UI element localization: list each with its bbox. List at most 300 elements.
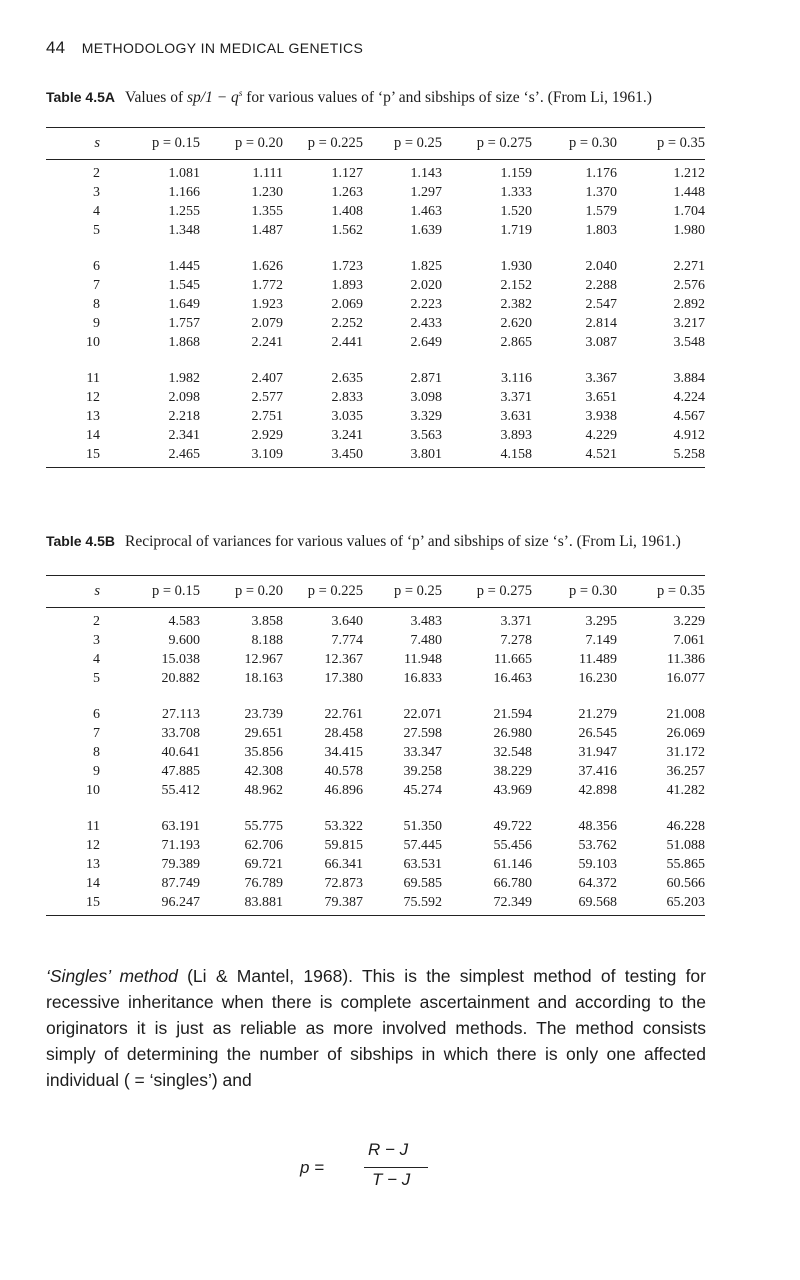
value-cell: 2.547 xyxy=(585,297,617,312)
value-cell: 57.445 xyxy=(403,838,442,853)
value-cell: 75.592 xyxy=(403,895,442,910)
value-cell: 12.967 xyxy=(244,652,283,667)
value-cell: 26.069 xyxy=(666,726,705,741)
column-header-label: p = 0.20 xyxy=(234,583,283,599)
value-cell: 33.708 xyxy=(161,726,200,741)
value-cell: 2.865 xyxy=(500,335,532,350)
column-header xyxy=(363,576,442,606)
value-cell: 31.172 xyxy=(666,745,705,760)
value-cell: 64.372 xyxy=(578,876,617,891)
column-header xyxy=(200,128,283,158)
column-header xyxy=(100,576,200,606)
value-cell: 59.815 xyxy=(324,838,363,853)
column-header-s: s xyxy=(94,583,100,599)
value-cell: 4.567 xyxy=(673,409,705,424)
value-cell: 1.562 xyxy=(331,223,363,238)
sibship-size-cell: 14 xyxy=(86,428,100,443)
table-row xyxy=(46,781,705,800)
value-cell: 1.825 xyxy=(410,259,442,274)
value-cell: 1.463 xyxy=(410,204,442,219)
column-header-label: p = 0.25 xyxy=(393,135,442,151)
value-cell: 3.109 xyxy=(251,447,283,462)
value-cell: 48.356 xyxy=(578,819,617,834)
value-cell: 1.980 xyxy=(673,223,705,238)
value-cell: 79.389 xyxy=(161,857,200,872)
value-cell: 45.274 xyxy=(403,783,442,798)
value-cell: 3.098 xyxy=(410,390,442,405)
value-cell: 3.450 xyxy=(331,447,363,462)
value-cell: 1.448 xyxy=(673,185,705,200)
value-cell: 1.127 xyxy=(331,166,363,181)
value-cell: 3.893 xyxy=(500,428,532,443)
value-cell: 61.146 xyxy=(493,857,532,872)
table-row xyxy=(46,724,705,743)
sibship-size-cell: 3 xyxy=(93,633,100,648)
column-header-label: p = 0.15 xyxy=(151,135,200,151)
value-cell: 72.873 xyxy=(324,876,363,891)
value-cell: 22.071 xyxy=(403,707,442,722)
value-cell: 1.255 xyxy=(168,204,200,219)
value-cell: 53.322 xyxy=(324,819,363,834)
value-cell: 2.577 xyxy=(251,390,283,405)
value-cell: 7.774 xyxy=(331,633,363,648)
spacer-row xyxy=(46,688,705,705)
value-cell: 1.111 xyxy=(252,166,283,181)
value-cell: 8.188 xyxy=(251,633,283,648)
sibship-size-cell: 2 xyxy=(93,166,100,181)
value-cell: 1.723 xyxy=(331,259,363,274)
value-cell: 31.947 xyxy=(578,745,617,760)
column-header xyxy=(46,576,100,606)
value-cell: 3.295 xyxy=(585,614,617,629)
value-cell: 83.881 xyxy=(244,895,283,910)
table-row xyxy=(46,202,705,221)
value-cell: 40.578 xyxy=(324,764,363,779)
value-cell: 41.282 xyxy=(666,783,705,798)
sibship-size-cell: 11 xyxy=(86,819,100,834)
sibship-size-cell: 14 xyxy=(86,876,100,891)
table-row xyxy=(46,445,705,464)
value-cell: 47.885 xyxy=(161,764,200,779)
table-row xyxy=(46,874,705,893)
value-cell: 63.531 xyxy=(403,857,442,872)
value-cell: 2.223 xyxy=(410,297,442,312)
value-cell: 1.370 xyxy=(585,185,617,200)
value-cell: 53.762 xyxy=(578,838,617,853)
table-row xyxy=(46,650,705,669)
table-row xyxy=(46,705,705,724)
value-cell: 1.545 xyxy=(168,278,200,293)
value-cell: 27.598 xyxy=(403,726,442,741)
body-paragraph xyxy=(46,963,706,1093)
value-cell: 3.483 xyxy=(410,614,442,629)
value-cell: 2.433 xyxy=(410,316,442,331)
value-cell: 1.772 xyxy=(251,278,283,293)
value-cell: 3.858 xyxy=(251,614,283,629)
column-header xyxy=(46,128,100,158)
value-cell: 1.408 xyxy=(331,204,363,219)
value-cell: 2.751 xyxy=(251,409,283,424)
column-header-label: p = 0.225 xyxy=(307,135,363,151)
value-cell: 4.229 xyxy=(585,428,617,443)
value-cell: 7.480 xyxy=(410,633,442,648)
value-cell: 55.412 xyxy=(161,783,200,798)
sibship-size-cell: 13 xyxy=(86,409,100,424)
table-row xyxy=(46,631,705,650)
value-cell: 2.833 xyxy=(331,390,363,405)
value-cell: 1.923 xyxy=(251,297,283,312)
value-cell: 1.355 xyxy=(251,204,283,219)
column-header xyxy=(532,128,617,158)
value-cell: 36.257 xyxy=(666,764,705,779)
value-cell: 3.371 xyxy=(500,614,532,629)
header-row xyxy=(46,128,705,158)
value-cell: 2.098 xyxy=(168,390,200,405)
column-header xyxy=(100,128,200,158)
column-header-label: p = 0.35 xyxy=(656,583,705,599)
value-cell: 32.548 xyxy=(493,745,532,760)
value-cell: 9.600 xyxy=(168,633,200,648)
value-cell: 38.229 xyxy=(493,764,532,779)
page-number: 44 xyxy=(46,38,66,57)
formula-numerator: R − J xyxy=(368,1140,409,1159)
value-cell: 2.020 xyxy=(410,278,442,293)
method-title: ‘Singles’ method xyxy=(46,966,178,986)
value-cell: 33.347 xyxy=(403,745,442,760)
column-header xyxy=(532,576,617,606)
table-row xyxy=(46,295,705,314)
table-row xyxy=(46,183,705,202)
table-row xyxy=(46,314,705,333)
value-cell: 59.103 xyxy=(578,857,617,872)
value-cell: 29.651 xyxy=(244,726,283,741)
table-row xyxy=(46,669,705,688)
value-cell: 2.341 xyxy=(168,428,200,443)
sibship-size-cell: 10 xyxy=(86,783,100,798)
column-header-label: p = 0.30 xyxy=(568,583,617,599)
sibship-size-cell: 3 xyxy=(93,185,100,200)
table-row xyxy=(46,257,705,276)
value-cell: 1.263 xyxy=(331,185,363,200)
column-header-label: p = 0.35 xyxy=(656,135,705,151)
column-header xyxy=(617,576,705,606)
table-row xyxy=(46,369,705,388)
value-cell: 1.982 xyxy=(168,371,200,386)
column-header-label: p = 0.275 xyxy=(476,135,532,151)
value-cell: 1.143 xyxy=(410,166,442,181)
value-cell: 63.191 xyxy=(161,819,200,834)
value-cell: 96.247 xyxy=(161,895,200,910)
column-header xyxy=(363,128,442,158)
table-row xyxy=(46,333,705,352)
table-row xyxy=(46,893,705,912)
value-cell: 76.789 xyxy=(244,876,283,891)
value-cell: 2.218 xyxy=(168,409,200,424)
value-cell: 16.077 xyxy=(666,671,705,686)
value-cell: 3.884 xyxy=(673,371,705,386)
sibship-size-cell: 6 xyxy=(93,707,100,722)
sibship-size-cell: 12 xyxy=(86,390,100,405)
value-cell: 39.258 xyxy=(403,764,442,779)
column-header-label: p = 0.30 xyxy=(568,135,617,151)
value-cell: 69.585 xyxy=(403,876,442,891)
value-cell: 1.868 xyxy=(168,335,200,350)
sibship-size-cell: 9 xyxy=(93,316,100,331)
value-cell: 26.545 xyxy=(578,726,617,741)
table-row xyxy=(46,388,705,407)
value-cell: 65.203 xyxy=(666,895,705,910)
column-header xyxy=(283,128,363,158)
sibship-size-cell: 8 xyxy=(93,745,100,760)
value-cell: 2.252 xyxy=(331,316,363,331)
column-header-label: p = 0.25 xyxy=(393,583,442,599)
table-row xyxy=(46,426,705,445)
table-row xyxy=(46,762,705,781)
sibship-size-cell: 6 xyxy=(93,259,100,274)
value-cell: 1.930 xyxy=(500,259,532,274)
value-cell: 3.651 xyxy=(585,390,617,405)
value-cell: 1.803 xyxy=(585,223,617,238)
column-header xyxy=(617,128,705,158)
value-cell: 34.415 xyxy=(324,745,363,760)
value-cell: 55.865 xyxy=(666,857,705,872)
value-cell: 35.856 xyxy=(244,745,283,760)
value-cell: 27.113 xyxy=(162,707,200,722)
value-cell: 7.149 xyxy=(585,633,617,648)
table-b xyxy=(46,576,705,916)
value-cell: 71.193 xyxy=(161,838,200,853)
value-cell: 1.579 xyxy=(585,204,617,219)
value-cell: 1.159 xyxy=(500,166,532,181)
value-cell: 11.948 xyxy=(404,652,442,667)
value-cell: 1.719 xyxy=(500,223,532,238)
value-cell: 16.833 xyxy=(403,671,442,686)
value-cell: 49.722 xyxy=(493,819,532,834)
column-header-s: s xyxy=(94,135,100,151)
running-title: METHODOLOGY IN MEDICAL GENETICS xyxy=(81,40,364,56)
value-cell: 3.548 xyxy=(673,335,705,350)
table-a-label: Table 4.5A xyxy=(46,89,115,106)
value-cell: 55.775 xyxy=(244,819,283,834)
value-cell: 1.757 xyxy=(168,316,200,331)
value-cell: 5.258 xyxy=(673,447,705,462)
sibship-size-cell: 9 xyxy=(93,764,100,779)
sibship-size-cell: 5 xyxy=(93,223,100,238)
sibship-size-cell: 4 xyxy=(93,204,100,219)
column-header xyxy=(283,576,363,606)
sibship-size-cell: 15 xyxy=(86,895,100,910)
column-header-label: p = 0.15 xyxy=(151,583,200,599)
value-cell: 3.329 xyxy=(410,409,442,424)
value-cell: 87.749 xyxy=(161,876,200,891)
sibship-size-cell: 12 xyxy=(86,838,100,853)
table-row xyxy=(46,836,705,855)
value-cell: 40.641 xyxy=(161,745,200,760)
spacer-row xyxy=(46,800,705,817)
value-cell: 46.228 xyxy=(666,819,705,834)
value-cell: 3.371 xyxy=(500,390,532,405)
value-cell: 3.229 xyxy=(673,614,705,629)
value-cell: 2.069 xyxy=(331,297,363,312)
value-cell: 11.489 xyxy=(579,652,617,667)
table-row xyxy=(46,855,705,874)
column-header-label: p = 0.225 xyxy=(307,583,363,599)
sibship-size-cell: 15 xyxy=(86,447,100,462)
value-cell: 2.040 xyxy=(585,259,617,274)
value-cell: 3.938 xyxy=(585,409,617,424)
value-cell: 2.079 xyxy=(251,316,283,331)
value-cell: 1.649 xyxy=(168,297,200,312)
value-cell: 22.761 xyxy=(324,707,363,722)
sibship-size-cell: 7 xyxy=(93,278,100,293)
value-cell: 2.814 xyxy=(585,316,617,331)
value-cell: 1.333 xyxy=(500,185,532,200)
value-cell: 1.520 xyxy=(500,204,532,219)
table-a-caption-post: for various values of ‘p’ and sibships of size ‘s’. (From Li, 1961.) xyxy=(242,89,652,107)
table-row xyxy=(46,612,705,631)
value-cell: 2.288 xyxy=(585,278,617,293)
page-header xyxy=(46,38,363,58)
value-cell: 21.594 xyxy=(493,707,532,722)
value-cell: 72.349 xyxy=(493,895,532,910)
value-cell: 17.380 xyxy=(324,671,363,686)
value-cell: 21.008 xyxy=(666,707,705,722)
value-cell: 2.382 xyxy=(500,297,532,312)
value-cell: 1.081 xyxy=(168,166,200,181)
value-cell: 2.576 xyxy=(673,278,705,293)
value-cell: 66.780 xyxy=(493,876,532,891)
value-cell: 1.893 xyxy=(331,278,363,293)
value-cell: 3.116 xyxy=(501,371,532,386)
value-cell: 4.224 xyxy=(673,390,705,405)
value-cell: 11.665 xyxy=(494,652,532,667)
value-cell: 3.035 xyxy=(331,409,363,424)
value-cell: 4.158 xyxy=(500,447,532,462)
table-row xyxy=(46,221,705,240)
value-cell: 3.631 xyxy=(500,409,532,424)
sibship-size-cell: 13 xyxy=(86,857,100,872)
value-cell: 2.441 xyxy=(331,335,363,350)
value-cell: 20.882 xyxy=(161,671,200,686)
spacer-row xyxy=(46,240,705,257)
table-row xyxy=(46,276,705,295)
paragraph-text: (Li & Mantel, 1968). This is the simplest method of testing for recessive inheritance when there is complete ascertainment and according to the originators it is just as reliable as more involved methods. The method consists simply of determining the number of sibships in which there is only one affected individual ( = ‘singles’) and xyxy=(46,966,706,1090)
value-cell: 4.521 xyxy=(585,447,617,462)
fraction-bar xyxy=(364,1167,428,1168)
value-cell: 42.308 xyxy=(244,764,283,779)
value-cell: 26.980 xyxy=(493,726,532,741)
table-a-caption-pre: Values of xyxy=(125,89,187,107)
column-header-label: p = 0.20 xyxy=(234,135,283,151)
value-cell: 1.166 xyxy=(168,185,200,200)
value-cell: 60.566 xyxy=(666,876,705,891)
value-cell: 23.739 xyxy=(244,707,283,722)
value-cell: 62.706 xyxy=(244,838,283,853)
value-cell: 2.620 xyxy=(500,316,532,331)
table-a-bottom-rule xyxy=(46,467,705,468)
value-cell: 3.367 xyxy=(585,371,617,386)
value-cell: 2.152 xyxy=(500,278,532,293)
value-cell: 16.230 xyxy=(578,671,617,686)
value-cell: 7.061 xyxy=(673,633,705,648)
value-cell: 3.241 xyxy=(331,428,363,443)
value-cell: 1.639 xyxy=(410,223,442,238)
value-cell: 4.583 xyxy=(168,614,200,629)
table-b-label: Table 4.5B xyxy=(46,533,115,549)
value-cell: 28.458 xyxy=(324,726,363,741)
value-cell: 48.962 xyxy=(244,783,283,798)
value-cell: 1.176 xyxy=(585,166,617,181)
formula-denominator: T − J xyxy=(372,1170,411,1189)
value-cell: 2.892 xyxy=(673,297,705,312)
value-cell: 2.871 xyxy=(410,371,442,386)
value-cell: 2.635 xyxy=(331,371,363,386)
table-row xyxy=(46,743,705,762)
column-header xyxy=(442,128,532,158)
value-cell: 2.271 xyxy=(673,259,705,274)
value-cell: 1.348 xyxy=(168,223,200,238)
value-cell: 15.038 xyxy=(161,652,200,667)
value-cell: 2.649 xyxy=(410,335,442,350)
value-cell: 3.801 xyxy=(410,447,442,462)
column-header xyxy=(442,576,532,606)
table-b-caption-text: Reciprocal of variances for various values of ‘p’ and sibships of size ‘s’. (From Li, 1961.) xyxy=(125,533,681,550)
value-cell: 43.969 xyxy=(493,783,532,798)
value-cell: 42.898 xyxy=(578,783,617,798)
value-cell: 3.217 xyxy=(673,316,705,331)
value-cell: 51.350 xyxy=(403,819,442,834)
value-cell: 3.640 xyxy=(331,614,363,629)
table-b-caption xyxy=(46,531,696,552)
value-cell: 1.212 xyxy=(673,166,705,181)
value-cell: 1.487 xyxy=(251,223,283,238)
table-a xyxy=(46,128,705,468)
header-row xyxy=(46,576,705,606)
table-row xyxy=(46,164,705,183)
table-a-caption-expr: sp/1 − q xyxy=(187,89,239,107)
table-row xyxy=(46,817,705,836)
sibship-size-cell: 4 xyxy=(93,652,100,667)
value-cell: 4.912 xyxy=(673,428,705,443)
formula-lhs: p = xyxy=(300,1158,325,1177)
table-row xyxy=(46,407,705,426)
table-a-caption xyxy=(46,83,696,108)
value-cell: 37.416 xyxy=(578,764,617,779)
value-cell: 2.465 xyxy=(168,447,200,462)
value-cell: 18.163 xyxy=(244,671,283,686)
sibship-size-cell: 10 xyxy=(86,335,100,350)
sibship-size-cell: 11 xyxy=(86,371,100,386)
value-cell: 21.279 xyxy=(578,707,617,722)
column-header-label: p = 0.275 xyxy=(476,583,532,599)
value-cell: 55.456 xyxy=(493,838,532,853)
value-cell: 1.297 xyxy=(410,185,442,200)
value-cell: 69.568 xyxy=(578,895,617,910)
value-cell: 2.407 xyxy=(251,371,283,386)
value-cell: 69.721 xyxy=(244,857,283,872)
value-cell: 3.563 xyxy=(410,428,442,443)
value-cell: 46.896 xyxy=(324,783,363,798)
sibship-size-cell: 8 xyxy=(93,297,100,312)
table-a-caption-sup: s xyxy=(238,88,243,98)
value-cell: 51.088 xyxy=(666,838,705,853)
value-cell: 1.626 xyxy=(251,259,283,274)
sibship-size-cell: 2 xyxy=(93,614,100,629)
value-cell: 12.367 xyxy=(324,652,363,667)
value-cell: 16.463 xyxy=(493,671,532,686)
value-cell: 66.341 xyxy=(324,857,363,872)
column-header xyxy=(200,576,283,606)
